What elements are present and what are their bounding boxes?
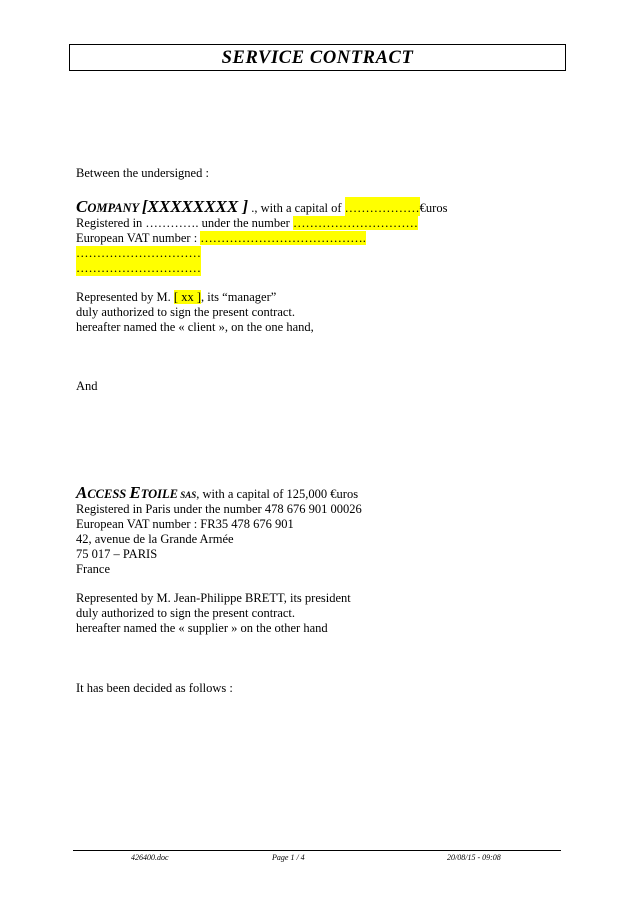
footer-divider [73,850,561,851]
intro-text: Between the undersigned : [76,166,209,180]
client-vat-line [76,231,366,246]
client-capital-prefix: ., with a capital of [248,201,345,215]
client-capital-suffix: €uros [419,201,448,215]
supplier-address-line-2: 75 017 – PARIS [76,547,158,561]
supplier-named-text: hereafter named the « supplier » on the other hand [76,621,328,635]
client-rep-name: [ xx ] [173,290,201,304]
supplier-representative-text: Represented by M. Jean-Philippe BRETT, its president [76,591,351,605]
supplier-authorized-text: duly authorized to sign the present contract. [76,606,296,620]
client-address-line-1: ………………………… [76,246,201,260]
client-address-line-2: ………………………… [76,261,201,275]
client-vat-prefix: European VAT number : [76,231,201,245]
supplier-name-line [76,485,358,503]
document-title: SERVICE CONTRACT [221,48,414,68]
client-name-line [76,197,447,216]
client-registered-prefix: Registered in …………. under the number [76,216,293,230]
client-registered-line [76,216,418,231]
supplier-vat-text: European VAT number : FR35 478 676 901 [76,517,294,531]
client-representative-line [76,290,276,305]
title-box [69,44,566,71]
client-rep-prefix: Represented by M. [76,290,174,304]
client-named-text: hereafter named the « client », on the one hand, [76,320,314,334]
supplier-capital-text: , with a capital of 125,000 €uros [196,487,359,501]
footer-datetime: 20/08/15 - 09:08 [447,853,501,862]
client-vat-value: …………………………………. [200,231,366,245]
decided-text: It has been decided as follows : [76,681,233,695]
client-authorized-text: duly authorized to sign the present contract. [76,305,296,319]
supplier-address-line-1: 42, avenue de la Grande Armée [76,532,234,546]
and-text: And [76,379,98,393]
supplier-registered-text: Registered in Paris under the number 478 676 901 00026 [76,502,362,516]
supplier-country: France [76,562,111,576]
client-rep-suffix: , its “manager” [200,290,277,304]
footer-filename: 426400.doc [131,853,169,862]
client-capital-value: ……………… [345,197,420,216]
footer-page-number: Page 1 / 4 [272,853,305,862]
supplier-name: ACCESS ETOILE SAS [76,483,197,502]
client-name: COMPANY [XXXXXXXX ] [76,197,249,216]
client-registered-value: ………………………… [292,216,418,230]
